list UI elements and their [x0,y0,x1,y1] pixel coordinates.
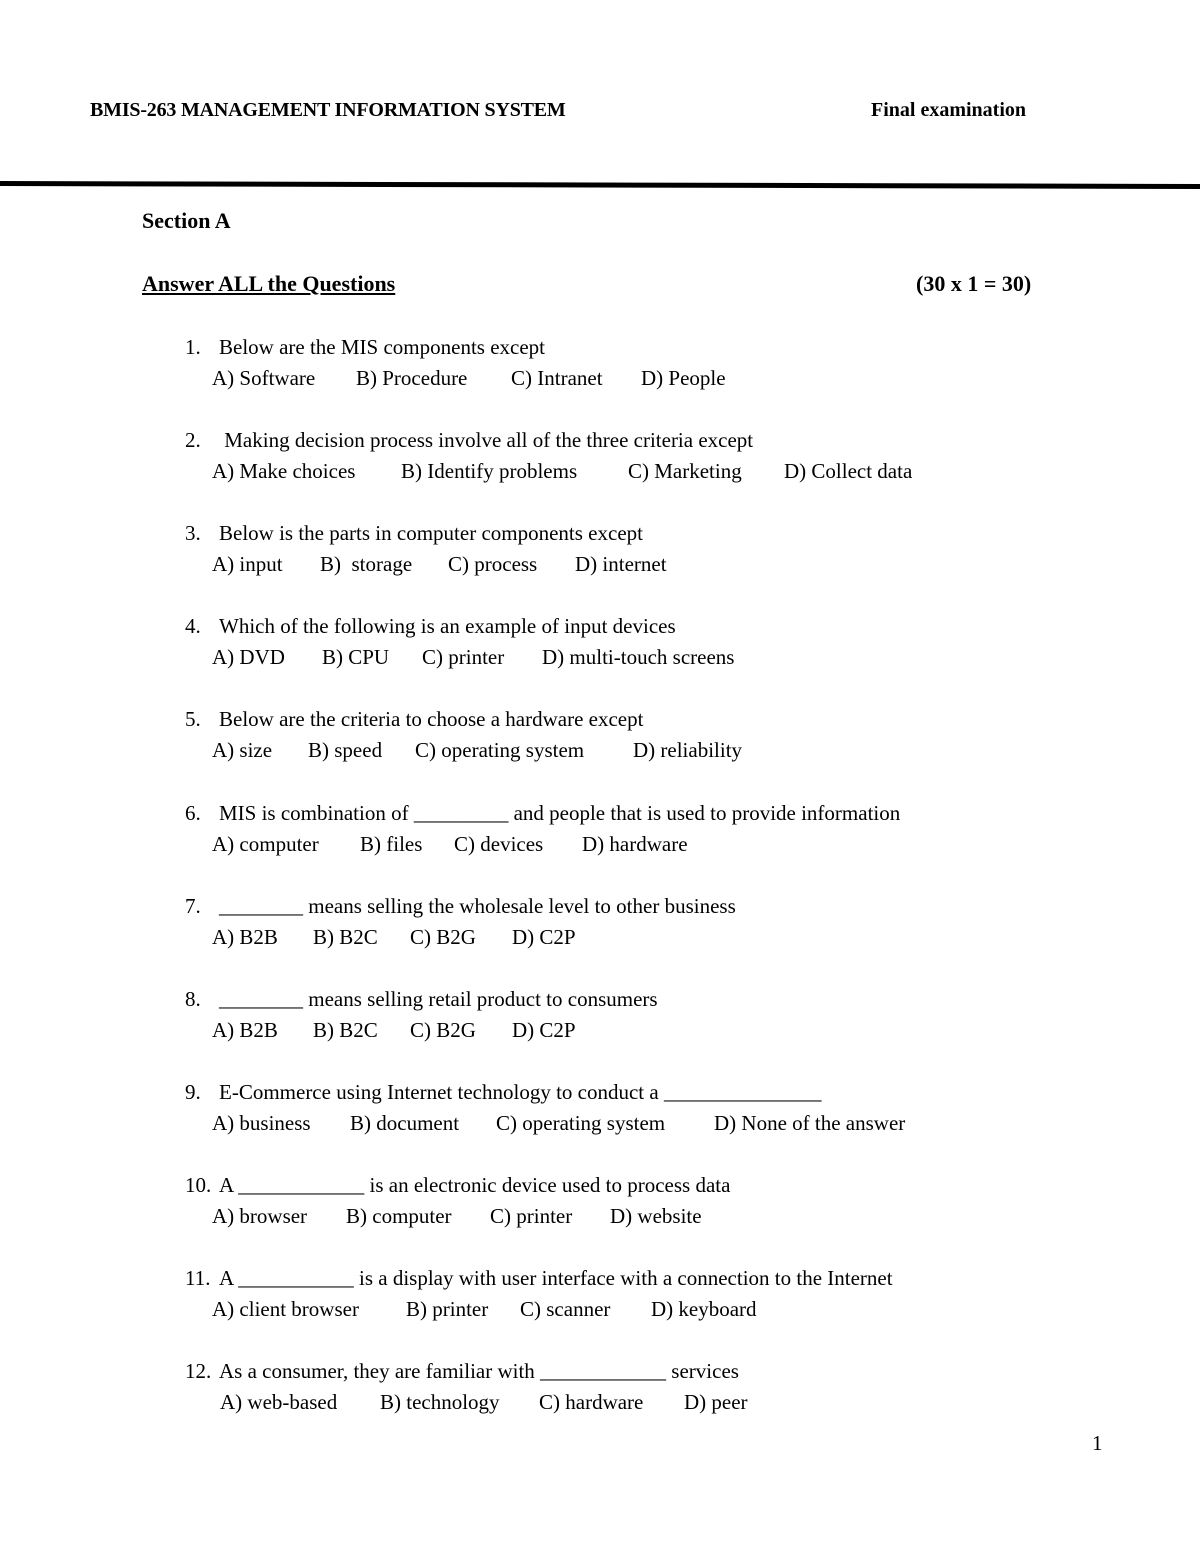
question-item [185,611,1085,673]
question-text: As a consumer, they are familiar with ____________ services [219,1359,739,1383]
answer-option: A) B2B [212,1018,278,1042]
answer-option: B) CPU [322,645,390,669]
question-text: Below is the parts in computer components except [219,521,643,545]
question-text: A ___________ is a display with user interface with a connection to the Internet [219,1266,893,1290]
answer-option: B) document [350,1111,460,1135]
question-item [185,891,1085,953]
answer-option: B) computer [346,1204,452,1228]
answer-option: B) Procedure [356,366,468,390]
answer-option: C) hardware [539,1390,644,1414]
question-number: 9. [185,1080,201,1104]
question-number: 5. [185,707,201,731]
answer-option: C) printer [490,1204,573,1228]
answer-option: B) printer [406,1297,489,1321]
answer-option: D) multi-touch screens [542,645,735,669]
question-item [185,798,1085,860]
answer-option: D) reliability [633,738,743,762]
answer-option: C) scanner [520,1297,611,1321]
question-number: 1. [185,335,201,359]
header-rule [0,180,1200,190]
question-item [185,984,1085,1046]
answer-option: A) business [212,1111,311,1135]
question-number: 6. [185,801,201,825]
answer-option: B) B2C [313,1018,378,1042]
answer-option: A) DVD [212,645,285,669]
answer-option: A) browser [212,1204,308,1228]
question-item [185,704,1085,766]
question-item [185,425,1085,487]
answer-option: C) operating system [496,1111,666,1135]
question-number: 8. [185,987,201,1011]
answer-option: A) client browser [212,1297,359,1321]
question-text: E-Commerce using Internet technology to conduct a _______________ [219,1080,822,1104]
answer-option: B) files [360,832,423,856]
answer-option: C) operating system [415,738,585,762]
question-text: Making decision process involve all of the three criteria except [219,428,754,452]
instructions: Answer ALL the Questions [142,271,396,296]
question-text: Below are the MIS components except [219,335,545,359]
answer-option: D) C2P [512,925,576,949]
question-number: 3. [185,521,201,545]
answer-option: C) Marketing [628,459,742,483]
answer-option: D) peer [684,1390,748,1414]
answer-option: D) People [641,366,726,390]
answer-option: D) C2P [512,1018,576,1042]
question-number: 7. [185,894,201,918]
question-item [185,1356,1085,1418]
answer-option: A) web-based [220,1390,338,1414]
answer-option: C) devices [454,832,544,856]
question-text: A ____________ is an electronic device used to process data [219,1173,731,1197]
answer-option: A) Software [212,366,316,390]
marks-allocation: (30 x 1 = 30) [916,271,1032,296]
answer-option: D) internet [575,552,667,576]
answer-option: C) Intranet [511,366,603,390]
answer-option: D) Collect data [784,459,913,483]
question-number: 10. [185,1173,212,1197]
question-item [185,1077,1085,1139]
answer-option: C) process [448,552,538,576]
answer-option: D) keyboard [651,1297,757,1321]
answer-option: A) size [212,738,273,762]
question-item [185,1170,1085,1232]
question-number: 12. [185,1359,212,1383]
question-item [185,518,1085,580]
question-number: 2. [185,428,201,452]
question-item [185,332,1085,394]
answer-option: C) B2G [410,925,476,949]
answer-option: D) website [610,1204,702,1228]
header-course: BMIS-263 MANAGEMENT INFORMATION SYSTEM [90,99,566,121]
page-number: 1 [1092,1431,1103,1455]
question-text: Which of the following is an example of input devices [219,614,676,638]
answer-option: B) technology [380,1390,500,1414]
answer-option: B) B2C [313,925,378,949]
header-exam-type: Final examination [871,99,1027,121]
answer-option: C) B2G [410,1018,476,1042]
answer-option: D) hardware [582,832,688,856]
question-number: 11. [185,1266,211,1290]
section-title: Section A [142,208,231,233]
answer-option: A) computer [212,832,319,856]
question-number: 4. [185,614,201,638]
question-text: Below are the criteria to choose a hardware except [219,707,644,731]
answer-option: B) Identify problems [401,459,578,483]
answer-option: C) printer [422,645,505,669]
question-item [185,1263,1085,1325]
question-text: MIS is combination of _________ and people that is used to provide information [219,801,901,825]
question-text: ________ means selling the wholesale level to other business [219,894,736,918]
answer-option: A) Make choices [212,459,356,483]
answer-option: A) input [212,552,283,576]
question-text: ________ means selling retail product to consumers [219,987,658,1011]
answer-option: A) B2B [212,925,278,949]
answer-option: D) None of the answer [714,1111,906,1135]
answer-option: B) speed [308,738,383,762]
answer-option: B) storage [320,552,413,576]
